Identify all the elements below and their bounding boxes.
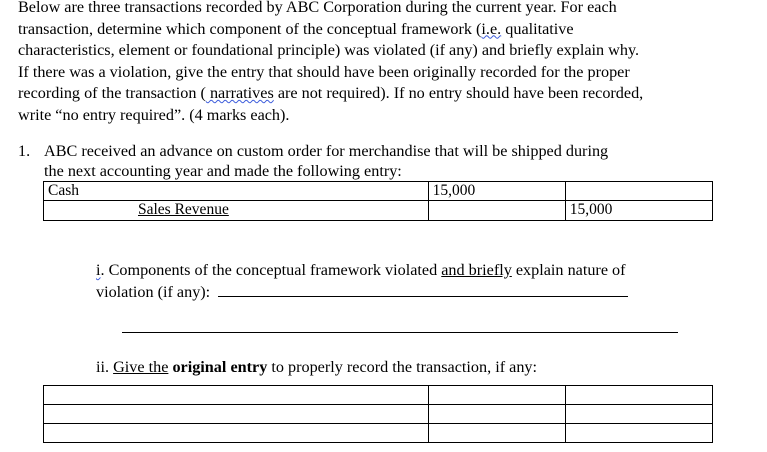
account-cell: Cash <box>44 182 429 201</box>
table-row <box>44 386 713 405</box>
answer-line[interactable] <box>122 332 678 333</box>
instructions <box>18 0 763 126</box>
ie-abbrev: i.e. <box>481 19 502 38</box>
table-row <box>44 182 713 201</box>
question-number: 1. <box>18 142 31 160</box>
part-i-prompt: i. Components of the conceptual framework violated and briefly explain nature of violation (if any): <box>96 259 628 303</box>
debit-cell <box>428 201 565 221</box>
instructions-line: Below are three transactions recorded by ABC Corporation during the current year. For each <box>18 0 617 16</box>
journal-entry-table <box>43 181 713 221</box>
question-1-line: 1. ABC received an advance on custom order for merchandise that will be shipped during <box>18 142 609 160</box>
credit-cell: 15,000 <box>565 201 712 221</box>
narratives-word: narratives <box>205 84 274 102</box>
debit-cell: 15,000 <box>428 182 565 201</box>
instructions-line: characteristics, element or foundational principle) was violated (if any) and briefly explain why. <box>18 41 640 59</box>
table-row <box>44 405 713 424</box>
table-row <box>44 201 713 221</box>
instructions-line: If there was a violation, give the entry that should have been originally recorded for the proper <box>18 62 630 81</box>
question-1-line: the next accounting year and made the following entry: <box>44 162 402 180</box>
question-1 <box>18 141 608 181</box>
instructions-line: transaction, determine which component of the conceptual framework (i.e. qualitative <box>18 19 574 38</box>
table-row <box>44 424 713 443</box>
account-cell: Sales Revenue <box>44 201 429 221</box>
instructions-line: write “no entry required”. (4 marks each). <box>18 105 290 124</box>
answer-line[interactable] <box>218 295 628 297</box>
answer-entry-table[interactable] <box>43 385 713 443</box>
credit-cell <box>565 182 712 201</box>
instructions-line: recording of the transaction ( narratives are not required). If no entry should have been recorded, <box>18 84 644 102</box>
part-ii-prompt: ii. Give the original entry to properly record the transaction, if any: <box>96 358 538 376</box>
